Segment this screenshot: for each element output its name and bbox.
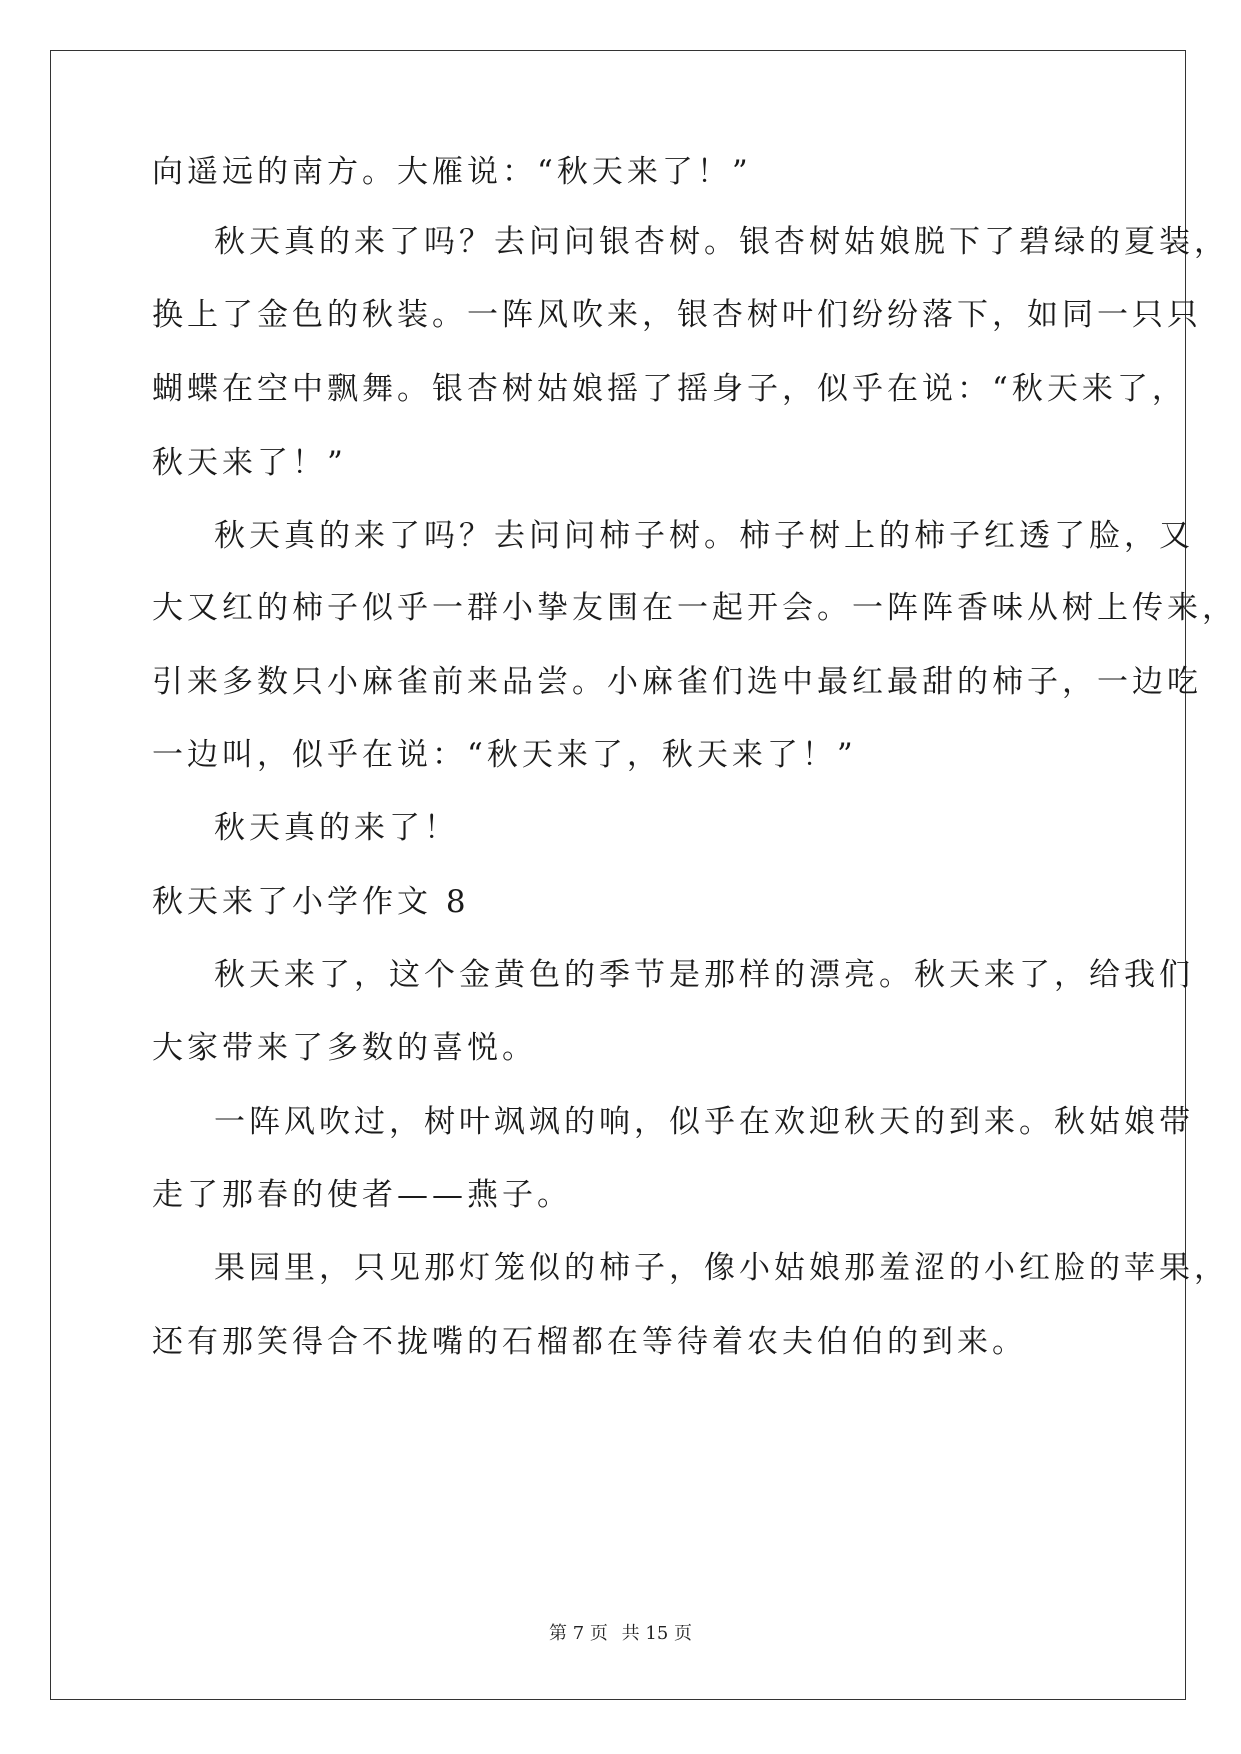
page-total: 共 15 页: [621, 1623, 692, 1644]
text-line: 秋天真的来了！: [214, 810, 459, 846]
section-heading: 秋天来了小学作文 8: [152, 884, 470, 920]
text-line: 换上了金色的秋装。一阵风吹来，银杏树叶们纷纷落下，如同一只只: [152, 297, 1202, 333]
text-line: 秋天来了，这个金黄色的季节是那样的漂亮。秋天来了，给我们: [214, 957, 1194, 993]
page-number: 第 7 页: [549, 1623, 608, 1644]
text-line: 向遥远的南方。大雁说：“秋天来了！”: [152, 154, 752, 190]
text-line: 引来多数只小麻雀前来品尝。小麻雀们选中最红最甜的柿子，一边吃: [152, 664, 1202, 700]
text-line: 大又红的柿子似乎一群小挚友围在一起开会。一阵阵香味从树上传来，: [152, 590, 1237, 626]
text-line: 还有那笑得合不拢嘴的石榴都在等待着农夫伯伯的到来。: [152, 1324, 1027, 1360]
text-line: 一边叫，似乎在说：“秋天来了，秋天来了！”: [152, 737, 857, 773]
text-line: 蝴蝶在空中飘舞。银杏树姑娘摇了摇身子，似乎在说：“秋天来了，: [152, 371, 1187, 407]
text-line: 果园里，只见那灯笼似的柿子，像小姑娘那羞涩的小红脸的苹果，: [214, 1250, 1229, 1286]
text-line: 秋天来了！”: [152, 445, 347, 481]
text-line: 走了那春的使者——燕子。: [152, 1177, 572, 1213]
text-line: 大家带来了多数的喜悦。: [152, 1030, 537, 1066]
text-line: 秋天真的来了吗？去问问柿子树。柿子树上的柿子红透了脸，又: [214, 518, 1194, 554]
page-footer: [0, 1623, 1241, 1645]
text-line: 一阵风吹过，树叶飒飒的响，似乎在欢迎秋天的到来。秋姑娘带: [214, 1104, 1194, 1140]
text-line: 秋天真的来了吗？去问问银杏树。银杏树姑娘脱下了碧绿的夏装，: [214, 224, 1229, 260]
